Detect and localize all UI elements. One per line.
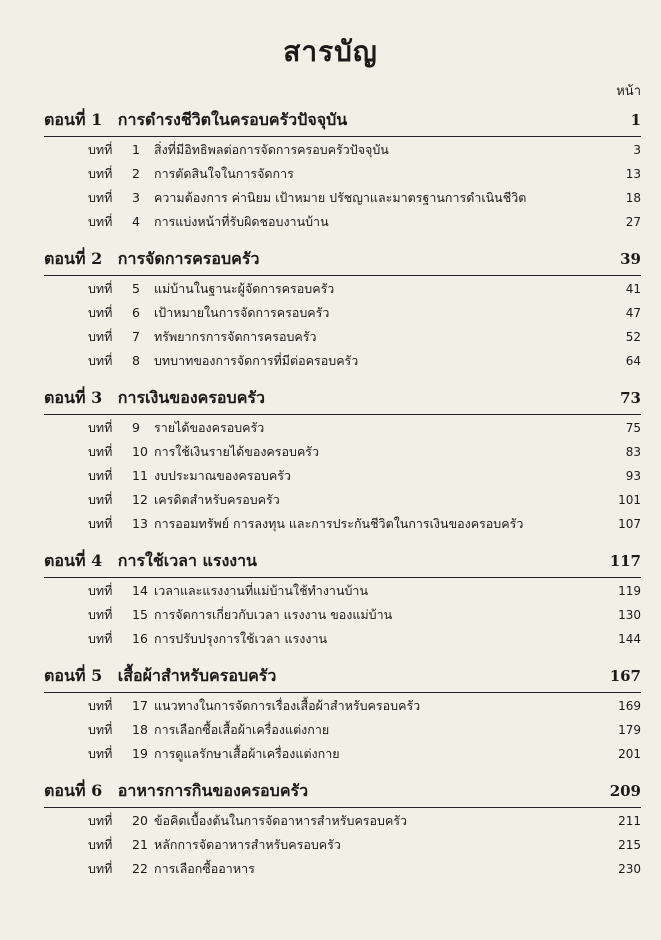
- chapter-word: บทที่: [88, 353, 113, 368]
- chapter-number: 1: [132, 142, 140, 157]
- part-heading: [44, 779, 641, 808]
- part-page: 73: [620, 389, 641, 407]
- chapter-entry: [44, 490, 641, 514]
- chapter-entry: [44, 279, 641, 303]
- chapter-number: 2: [132, 166, 140, 181]
- chapter-entry: [44, 696, 641, 720]
- chapter-number: 8: [132, 353, 140, 368]
- chapter-word: บทที่: [88, 214, 113, 229]
- chapter-word: บทที่: [88, 516, 113, 531]
- chapter-page: 41: [625, 282, 641, 296]
- chapter-word: บทที่: [88, 813, 113, 828]
- chapter-word: บทที่: [88, 698, 113, 713]
- part-heading: [44, 549, 641, 578]
- chapter-number: 12: [132, 492, 148, 507]
- chapter-number: 22: [132, 861, 148, 876]
- chapter-title: แนวทางในการจัดการเรื่องเสื้อผ้าสำหรับครอบครัว: [154, 698, 421, 713]
- part-word: ตอนที่: [44, 110, 86, 129]
- chapter-number: 21: [132, 837, 148, 852]
- chapter-title: บทบาทของการจัดการที่มีต่อครอบครัว: [154, 353, 359, 368]
- chapter-entry: [44, 605, 641, 629]
- chapter-number: 15: [132, 607, 148, 622]
- chapter-word: บทที่: [88, 492, 113, 507]
- chapter-title: เครดิตสำหรับครอบครัว: [154, 492, 280, 507]
- chapter-number: 17: [132, 698, 148, 713]
- chapter-number: 6: [132, 305, 140, 320]
- chapter-entry: [44, 581, 641, 605]
- part-heading: [44, 247, 641, 276]
- chapter-entry: [44, 859, 641, 883]
- chapter-word: บทที่: [88, 142, 113, 157]
- part-word: ตอนที่: [44, 781, 86, 800]
- chapter-page: 3: [633, 143, 641, 157]
- chapter-number: 9: [132, 420, 140, 435]
- chapter-title: การจัดการเกี่ยวกับเวลา แรงงาน ของแม่บ้าน: [154, 607, 393, 622]
- chapter-page: 27: [625, 215, 641, 229]
- chapter-title: การแบ่งหน้าที่รับผิดชอบงานบ้าน: [154, 214, 329, 229]
- chapter-entry: [44, 720, 641, 744]
- part-label: [44, 551, 102, 570]
- chapter-title: การใช้เงินรายได้ของครอบครัว: [154, 444, 320, 459]
- chapter-word: บทที่: [88, 468, 113, 483]
- chapter-word: บทที่: [88, 281, 113, 296]
- chapter-entry: [44, 835, 641, 859]
- chapter-entry: [44, 811, 641, 835]
- part-heading: [44, 108, 641, 137]
- chapter-title: การเลือกซื้ออาหาร: [154, 861, 255, 876]
- chapter-page: 119: [618, 584, 641, 598]
- chapter-page: 83: [625, 445, 641, 459]
- chapter-page: 144: [618, 632, 641, 646]
- chapter-title: ข้อคิดเบื้องต้นในการจัดอาหารสำหรับครอบครัว: [154, 813, 408, 828]
- part-page: 167: [609, 667, 641, 685]
- part-page: 209: [609, 782, 641, 800]
- chapter-word: บทที่: [88, 420, 113, 435]
- part-title: เสื้อผ้าสำหรับครอบครัว: [117, 666, 277, 685]
- chapter-number: 13: [132, 516, 148, 531]
- chapter-title: การออมทรัพย์ การลงทุน และการประกันชีวิตในการเงินของครอบครัว: [154, 516, 524, 531]
- chapter-word: บทที่: [88, 166, 113, 181]
- chapter-entry: [44, 442, 641, 466]
- chapter-page: 211: [618, 814, 641, 828]
- page-title: สารบัญ: [283, 35, 378, 68]
- chapter-entry: [44, 327, 641, 351]
- part-title: การใช้เวลา แรงงาน: [117, 551, 257, 570]
- part-5: [44, 664, 641, 768]
- chapter-number: 16: [132, 631, 148, 646]
- chapter-word: บทที่: [88, 329, 113, 344]
- chapter-number: 4: [132, 214, 140, 229]
- part-number: 3: [91, 388, 103, 407]
- chapter-page: 215: [618, 838, 641, 852]
- part-word: ตอนที่: [44, 388, 86, 407]
- chapter-number: 5: [132, 281, 140, 296]
- part-4: [44, 549, 641, 653]
- part-word: ตอนที่: [44, 666, 86, 685]
- part-label: [44, 110, 102, 129]
- chapter-title: ทรัพยากรการจัดการครอบครัว: [154, 329, 317, 344]
- chapter-page: 101: [618, 493, 641, 507]
- chapter-number: 10: [132, 444, 148, 459]
- part-number: 1: [91, 110, 103, 129]
- chapter-title: เป้าหมายในการจัดการครอบครัว: [154, 305, 330, 320]
- chapter-number: 3: [132, 190, 140, 205]
- chapter-entry: [44, 188, 641, 212]
- chapter-number: 7: [132, 329, 140, 344]
- part-heading: [44, 664, 641, 693]
- chapter-number: 18: [132, 722, 148, 737]
- chapter-entry: [44, 303, 641, 327]
- chapter-page: 179: [618, 723, 641, 737]
- part-number: 4: [91, 551, 103, 570]
- part-3: [44, 386, 641, 538]
- chapter-title: แม่บ้านในฐานะผู้จัดการครอบครัว: [154, 281, 335, 296]
- part-2: [44, 247, 641, 375]
- part-word: ตอนที่: [44, 551, 86, 570]
- chapter-page: 13: [625, 167, 641, 181]
- table-of-contents: [44, 108, 641, 883]
- chapter-title: งบประมาณของครอบครัว: [154, 468, 292, 483]
- chapter-entry: [44, 629, 641, 653]
- chapter-word: บทที่: [88, 444, 113, 459]
- part-number: 2: [91, 249, 103, 268]
- chapter-page: 201: [618, 747, 641, 761]
- chapter-page: 18: [625, 191, 641, 205]
- part-title: การดำรงชีวิตในครอบครัวปัจจุบัน: [117, 110, 348, 129]
- chapter-number: 11: [132, 468, 148, 483]
- part-page: 39: [620, 250, 641, 268]
- chapter-word: บทที่: [88, 722, 113, 737]
- part-heading: [44, 386, 641, 415]
- chapter-word: บทที่: [88, 607, 113, 622]
- chapter-entry: [44, 164, 641, 188]
- chapter-page: 52: [625, 330, 641, 344]
- chapter-entry: [44, 351, 641, 375]
- chapter-page: 75: [625, 421, 641, 435]
- part-number: 6: [91, 781, 103, 800]
- chapter-title: การปรับปรุงการใช้เวลา แรงงาน: [154, 631, 328, 646]
- chapter-word: บทที่: [88, 746, 113, 761]
- part-label: [44, 781, 102, 800]
- part-word: ตอนที่: [44, 249, 86, 268]
- chapter-word: บทที่: [88, 305, 113, 320]
- page-column-label: หน้า: [616, 84, 641, 99]
- chapter-entry: [44, 514, 641, 538]
- chapter-word: บทที่: [88, 837, 113, 852]
- chapter-entry: [44, 140, 641, 164]
- chapter-word: บทที่: [88, 631, 113, 646]
- chapter-page: 47: [625, 306, 641, 320]
- part-1: [44, 108, 641, 236]
- chapter-entry: [44, 744, 641, 768]
- part-title: อาหารการกินของครอบครัว: [117, 781, 309, 800]
- part-title: การเงินของครอบครัว: [117, 388, 265, 407]
- chapter-entry: [44, 466, 641, 490]
- chapter-title: หลักการจัดอาหารสำหรับครอบครัว: [154, 837, 341, 852]
- chapter-entry: [44, 418, 641, 442]
- chapter-title: การดูแลรักษาเสื้อผ้าเครื่องแต่งกาย: [154, 746, 340, 761]
- part-number: 5: [91, 666, 103, 685]
- chapter-word: บทที่: [88, 583, 113, 598]
- chapter-title: การเลือกซื้อเสื้อผ้าเครื่องแต่งกาย: [154, 722, 330, 737]
- chapter-title: สิ่งที่มีอิทธิพลต่อการจัดการครอบครัวปัจจุบัน: [154, 142, 389, 157]
- part-label: [44, 666, 102, 685]
- part-page: 117: [609, 552, 641, 570]
- part-label: [44, 249, 102, 268]
- part-label: [44, 388, 102, 407]
- chapter-number: 19: [132, 746, 148, 761]
- chapter-page: 107: [618, 517, 641, 531]
- chapter-entry: [44, 212, 641, 236]
- part-page: 1: [630, 111, 641, 129]
- chapter-word: บทที่: [88, 861, 113, 876]
- chapter-page: 130: [618, 608, 641, 622]
- part-title: การจัดการครอบครัว: [117, 249, 260, 268]
- chapter-page: 93: [625, 469, 641, 483]
- chapter-title: เวลาและแรงงานที่แม่บ้านใช้ทำงานบ้าน: [154, 583, 368, 598]
- chapter-title: รายได้ของครอบครัว: [154, 420, 265, 435]
- chapter-page: 64: [625, 354, 641, 368]
- chapter-title: การตัดสินใจในการจัดการ: [154, 166, 294, 181]
- chapter-page: 230: [618, 862, 641, 876]
- chapter-number: 14: [132, 583, 148, 598]
- chapter-word: บทที่: [88, 190, 113, 205]
- part-6: [44, 779, 641, 883]
- chapter-number: 20: [132, 813, 148, 828]
- chapter-title: ความต้องการ ค่านิยม เป้าหมาย ปรัชญาและมาตรฐานการดำเนินชีวิต: [154, 190, 527, 205]
- chapter-page: 169: [618, 699, 641, 713]
